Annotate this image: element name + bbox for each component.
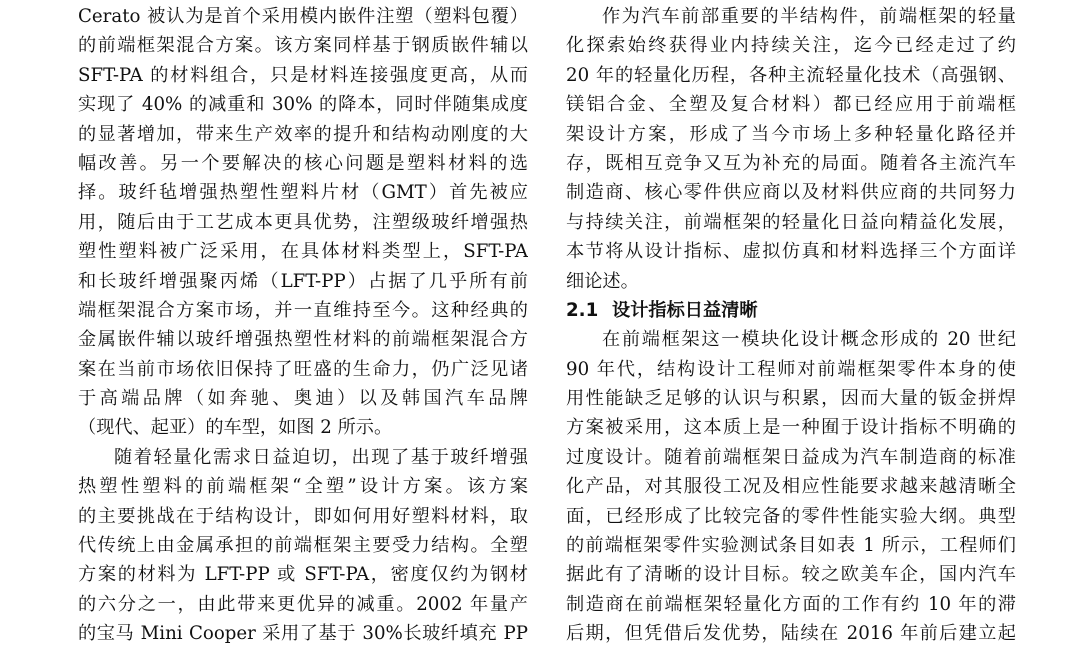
text-line: 存，既相互竞争又互为补充的局面。随着各主流汽车 (566, 152, 1016, 174)
text-line: 案在当前市场依旧保持了旺盛的生命力，仍广泛见诸 (78, 358, 528, 380)
text-line: 方案被采用，这本质上是一种囿于设计指标不明确的 (566, 417, 1016, 439)
text-line: 择。玻纤毡增强热塑性塑料片材（GMT）首先被应 (78, 182, 528, 204)
text-line: 作为汽车前部重要的半结构件，前端框架的轻量 (602, 6, 1016, 27)
text-line: 代传统上由金属承担的前端框架主要受力结构。全塑 (78, 535, 528, 557)
section-number: 2.1 (566, 299, 599, 321)
text-line: 金属嵌件辅以玻纤增强热塑性材料的前端框架混合方 (78, 329, 528, 351)
text-line: 的六分之一，由此带来更优异的减重。2002 年量产 (78, 593, 528, 615)
text-line: 90 年代，结构设计工程师对前端框架零件本身的使 (566, 358, 1016, 380)
left-column (78, 2, 528, 649)
text-line: 幅改善。另一个要解决的核心问题是塑料材料的选 (78, 152, 528, 174)
text-line: 的主要挑战在于结构设计，即如何用好塑料材料，取 (78, 505, 528, 527)
text-line: 与持续关注，前端框架的轻量化日益向精益化发展， (566, 211, 1016, 233)
text-line: 据此有了清晰的设计目标。较之欧美车企，国内汽车 (566, 564, 1016, 586)
text-line: 的显著增加，带来生产效率的提升和结构动刚度的大 (78, 123, 528, 145)
text-line: 20 年的轻量化历程，各种主流轻量化技术（高强钢、 (566, 64, 1016, 86)
text-line: 制造商在前端框架轻量化方面的工作有约 10 年的滞 (566, 593, 1016, 615)
text-line: 在前端框架这一模块化设计概念形成的 20 世纪 (602, 329, 1016, 351)
text-line: 化探索始终获得业内持续关注，迄今已经走过了约 (566, 35, 1016, 57)
text-line: 热塑性塑料的前端框架“全塑”设计方案。该方案 (78, 476, 528, 498)
text-line: 的前端框架零件实验测试条目如表 1 所示，工程师们 (566, 535, 1016, 557)
text-line: 方案的材料为 LFT-PP 或 SFT-PA，密度仅约为钢材 (78, 564, 528, 586)
text-line: 架设计方案，形成了当今市场上多种轻量化路径并 (566, 123, 1016, 145)
text-line: 于高端品牌（如奔驰、奥迪）以及韩国汽车品牌 (78, 388, 528, 410)
text-line: 随着轻量化需求日益迫切，出现了基于玻纤增强 (114, 446, 528, 468)
text-line: 制造商、核心零件供应商以及材料供应商的共同努力 (566, 182, 1016, 204)
text-line: 的前端框架混合方案。该方案同样基于钢质嵌件辅以 (78, 35, 528, 57)
text-line: 细论述。 (566, 270, 639, 292)
text-line: 端框架混合方案市场，并一直维持至今。这种经典的 (78, 299, 528, 321)
text-line: 本节将从设计指标、虚拟仿真和材料选择三个方面详 (566, 241, 1016, 263)
text-line: 后期，但凭借后发优势，陆续在 2016 年前后建立起 (566, 623, 1016, 645)
text-line: （现代、起亚）的车型，如图 2 所示。 (78, 417, 393, 439)
text-line: 镁铝合金、全塑及复合材料）都已经应用于前端框 (566, 94, 1016, 116)
section-title: 设计指标日益清晰 (612, 299, 758, 321)
text-line: 塑性塑料被广泛采用，在具体材料类型上，SFT-PA (78, 241, 528, 263)
text-line: 过度设计。随着前端框架日益成为汽车制造商的标准 (566, 446, 1016, 468)
text-line: 面，已经形成了比较完备的零件性能实验大纲。典型 (566, 505, 1016, 527)
text-line: 化产品，对其服役工况及相应性能要求越来越清晰全 (566, 476, 1016, 498)
text-line: 和长玻纤增强聚丙烯（LFT-PP）占据了几乎所有前 (78, 270, 528, 292)
text-line: SFT-PA 的材料组合，只是材料连接强度更高，从而 (78, 64, 528, 86)
text-line: 实现了 40% 的减重和 30% 的降本，同时伴随集成度 (78, 94, 528, 116)
section-heading (566, 296, 1016, 325)
right-column (566, 2, 1016, 649)
text-line: Cerato 被认为是首个采用模内嵌件注塑（塑料包覆） (78, 6, 528, 27)
text-line: 用性能缺乏足够的认识与积累，因而大量的钣金拼焊 (566, 388, 1016, 410)
text-line: 的宝马 Mini Cooper 采用了基于 30%长玻纤填充 PP (78, 623, 528, 645)
text-line: 用，随后由于工艺成本更具优势，注塑级玻纤增强热 (78, 211, 528, 233)
